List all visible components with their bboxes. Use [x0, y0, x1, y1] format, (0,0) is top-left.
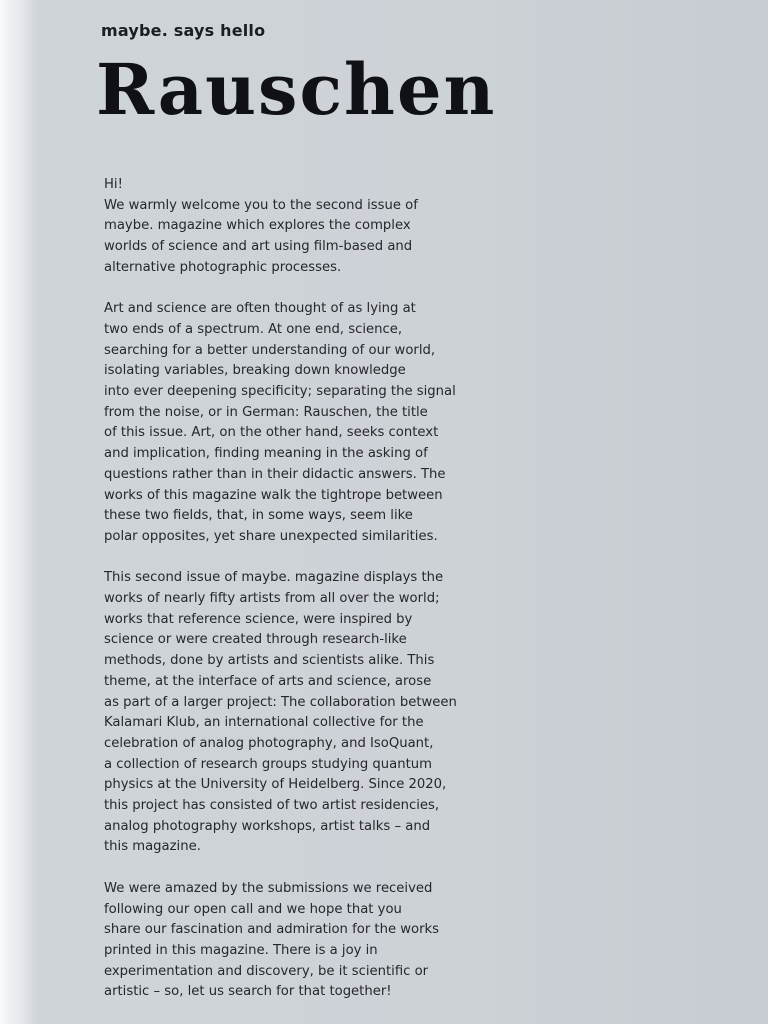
text-line: Kalamari Klub, an international collective for the: [104, 715, 424, 731]
text-line: worlds of science and art using film-based and: [104, 239, 413, 255]
paragraph-closing: [104, 879, 476, 1003]
text-line: methods, done by artists and scientists alike. This: [104, 653, 435, 669]
text-line: two ends of a spectrum. At one end, science,: [104, 321, 403, 337]
text-line: into ever deepening specificity; separating the signal: [104, 384, 456, 400]
text-line: We warmly welcome you to the second issue of: [104, 197, 418, 213]
editorial-text: [104, 175, 476, 1024]
text-line: artistic – so, let us search for that together!: [104, 984, 392, 1000]
paragraph-second-issue: [104, 568, 476, 858]
issue-title: Rauschen: [96, 48, 497, 131]
text-line: Hi!: [104, 177, 123, 192]
text-line: questions rather than in their didactic answers. The: [104, 466, 446, 482]
text-line: physics at the University of Heidelberg. Since 2020,: [104, 777, 447, 793]
text-line: share our fascination and admiration for the works: [104, 922, 440, 938]
text-line: alternative photographic processes.: [104, 259, 342, 275]
text-line: following our open call and we hope that you: [104, 901, 402, 917]
text-line: this project has consisted of two artist residencies,: [104, 798, 440, 814]
text-line: as part of a larger project: The collaboration between: [104, 694, 457, 710]
text-line: experimentation and discovery, be it scientific or: [104, 963, 429, 979]
text-line: This second issue of maybe. magazine displays the: [104, 570, 444, 586]
text-line: works of this magazine walk the tightrope between: [104, 487, 443, 503]
text-line: science or were created through research-like: [104, 632, 407, 648]
text-line: analog photography workshops, artist talks – and: [104, 818, 431, 834]
text-line: maybe. magazine which explores the complex: [104, 218, 411, 234]
paragraph-greeting: [104, 175, 476, 279]
text-line: a collection of research groups studying quantum: [104, 756, 432, 772]
text-line: of this issue. Art, on the other hand, seeks context: [104, 425, 439, 441]
text-line: from the noise, or in German: Rauschen, the title: [104, 404, 428, 420]
text-line: polar opposites, yet share unexpected similarities.: [104, 528, 438, 544]
text-line: isolating variables, breaking down knowledge: [104, 363, 406, 379]
text-line: works of nearly fifty artists from all over the world;: [104, 591, 440, 607]
text-line: theme, at the interface of arts and science, arose: [104, 673, 432, 689]
text-line: celebration of analog photography, and IsoQuant,: [104, 735, 434, 751]
text-line: this magazine.: [104, 839, 201, 855]
text-line: searching for a better understanding of our world,: [104, 342, 436, 358]
page-fold-shadow: [0, 0, 40, 1024]
text-line: We were amazed by the submissions we received: [104, 880, 433, 896]
text-line: works that reference science, were inspired by: [104, 611, 413, 627]
text-line: printed in this magazine. There is a joy in: [104, 942, 378, 958]
eyebrow-heading: maybe. says hello: [101, 21, 266, 40]
text-line: these two fields, that, in some ways, seem like: [104, 508, 413, 524]
text-line: and implication, finding meaning in the asking of: [104, 446, 428, 462]
text-line: Art and science are often thought of as lying at: [104, 301, 416, 317]
paragraph-art-and-science: [104, 299, 476, 547]
